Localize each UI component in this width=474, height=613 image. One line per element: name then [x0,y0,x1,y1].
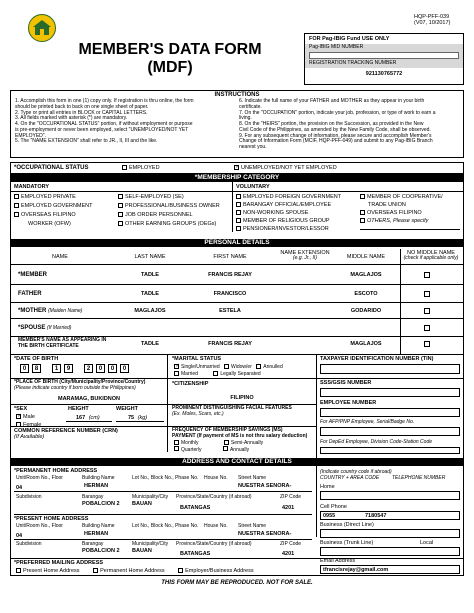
present-city-label: Municipality/City [132,541,169,547]
checkbox[interactable] [118,212,123,217]
instruction-line: 2. Type or print all entries in BLOCK or CAPITAL LETTERS. [15,109,148,116]
father-middle-name[interactable]: ESCOTO [354,291,378,297]
business-direct-label: Business (Direct Line) [320,522,374,528]
dob-digit[interactable]: 8 [32,364,41,373]
category-label: OVERSEAS FILIPINO [21,212,76,218]
present-subdivision-label: Subdivision [16,541,42,547]
checkbox[interactable] [118,194,123,199]
permanent-building-label: Building Name [82,475,115,481]
mother-row-label [18,308,82,315]
dob-digit[interactable]: 0 [108,364,117,373]
citizenship-label: *CITIZENSHIP [172,381,209,387]
home-phone-label: Home [320,484,335,490]
mandatory-label: MANDATORY [14,184,50,190]
marital-options [174,364,283,378]
permanent-house-label: House No. [204,475,228,481]
mailing-present[interactable] [16,568,80,574]
mailing-option-label: Present Home Address [23,568,80,574]
marital-label: Married [181,371,198,377]
marital-label: Widow/er [231,364,252,370]
col-name-extension [270,250,340,262]
instruction-line: EMPLOYED". [15,132,46,139]
birth-cert-first-name[interactable]: FRANCIS REJAY [208,341,252,347]
personal-details-header: PERSONAL DETAILS [10,239,464,247]
dob-digit[interactable]: 9 [64,364,73,373]
mailing-employer[interactable] [178,568,253,574]
category-pensioner[interactable] [236,225,341,233]
checkbox[interactable] [236,210,241,215]
present-building-value[interactable]: HERMAN [84,531,109,537]
mother-hint: (Maiden Name) [48,308,83,314]
father-no-middle-checkbox[interactable] [424,291,430,297]
checkbox[interactable] [223,446,228,451]
permanent-zip-value[interactable]: 4201 [282,505,295,511]
checkbox[interactable] [174,364,179,369]
present-unit-label: Unit/Room No., Floor [16,523,63,529]
weight-value: 75 [128,415,135,421]
sss-field[interactable] [320,388,460,397]
savings-monthly[interactable] [174,440,199,446]
employed-label: EMPLOYED [129,165,160,171]
instruction-line: 7. On the "OCCUPATION" portion, indicate your job, profession, or type of work to earn a [239,109,436,116]
crn-label-text: COMMON REFERENCE NUMBER (CRN) [14,428,118,434]
mid-number-field[interactable] [309,52,459,59]
employee-number-field[interactable] [320,408,460,417]
member-row-label: *MEMBER [18,272,48,278]
present-zip-value[interactable]: 4201 [282,551,295,557]
checkbox[interactable] [236,194,241,199]
present-unit-value[interactable]: 04 [16,533,23,539]
birth-cert-no-middle-checkbox[interactable] [424,341,430,347]
present-province-value[interactable]: BATANGAS [180,551,211,557]
permanent-address-label: *PERMANENT HOME ADDRESS [14,468,98,474]
category-label: MEMBER OF RELIGIOUS GROUP [243,218,330,224]
member-middle-name[interactable]: MAGLAJOS [350,272,382,278]
mother-label: *MOTHER [18,308,47,314]
present-zip-label: ZIP Code [280,541,302,547]
mother-first-name[interactable]: ESTELA [219,308,241,314]
instruction-line: 3. All fields marked with asterisk (*) are mandatory. [15,115,128,122]
features-hint: (Ex. Moles, Scars, etc.) [172,410,224,417]
home-phone-field[interactable] [320,491,460,500]
instruction-line: Civil Code of the Philippines, as amended by the New Family Code, shall be observed. [239,126,431,133]
permanent-barangay-value[interactable]: POBALCION 2 [82,501,120,507]
dob-digit[interactable]: 0 [20,364,29,373]
permanent-lot-label: Lot No., Block No., Phase No. [132,475,199,481]
category-label: OTHER EARNING GROUPS (OEGs) [125,221,217,227]
checkbox[interactable] [236,218,241,223]
savings-option-label: Semi-Annually [230,440,264,446]
savings-quarterly[interactable] [174,447,202,453]
occupational-status-label: *OCCUPATIONAL STATUS [14,165,89,171]
member-last-name[interactable]: TADLE [141,272,159,278]
category-ofw[interactable] [14,211,93,220]
category-professional[interactable] [118,202,220,211]
birth-cert-name-label: MEMBER'S NAME AS APPEARING IN THE BIRTH CERTIFICATE [18,337,107,349]
height-field[interactable] [66,415,112,422]
tin-field[interactable] [320,364,460,374]
spouse-row-label [18,325,71,332]
marital-label: Single/Unmarried [181,364,220,370]
instructions-right [239,99,461,151]
contact-col-tel: TELEPHONE NUMBER [392,475,446,481]
category-label: JOB ORDER PERSONNEL [125,212,193,218]
tracking-number-value: 921130765772 [365,71,403,77]
instruction-line: nearest you. [239,144,267,150]
instruction-line: 8. On the "HEIRS" portion, the provision on the Succession, as provided in the New [239,121,424,127]
mandatory-col1 [14,193,93,229]
present-lot-label: Lot No., Block No., Phase No. [132,523,199,529]
col-no-middle-name [400,250,462,262]
checkbox[interactable] [174,371,179,376]
form-title-line1: MEMBER'S DATA FORM [78,41,262,58]
place-of-birth-hint: (Please indicate country if born outside the Philippines) [14,385,136,391]
business-trunk-label: Business (Trunk Line) [320,540,374,546]
category-others[interactable] [360,217,443,225]
instruction-line: 9. For any subsequent change of information, please secure and accomplish Member's [239,132,432,139]
marital-single[interactable] [174,364,220,370]
email-value: tfrancisrejay@gmail.com [323,567,389,573]
contact-col-code: COUNTRY + AREA CODE [320,475,380,481]
business-direct-field[interactable] [320,529,460,538]
category-label-cont: TRADE UNION [368,202,406,208]
checkbox[interactable] [14,203,19,208]
category-job-order[interactable] [118,211,220,220]
features-label [172,406,292,418]
instruction-line: 1. Accomplish this form in one (1) copy only. If registration is thru online, the form [15,98,194,104]
permanent-province-value[interactable]: BATANGAS [180,505,211,511]
category-non-working-spouse[interactable] [236,209,341,217]
father-last-name[interactable]: TADLE [141,291,159,297]
savings-label [172,428,307,440]
permanent-subdivision-label: Subdivision [16,494,42,500]
checkbox[interactable] [256,364,261,369]
dob-digit[interactable]: 0 [120,364,129,373]
savings-semi-annually[interactable] [224,440,263,446]
savings-option-label: Annually [229,446,250,453]
checkbox[interactable] [174,446,179,451]
spouse-no-middle-checkbox[interactable] [424,325,430,331]
deped-field[interactable] [320,447,460,454]
sex-label: *SEX [14,406,28,412]
category-label: BARANGAY OFFICIAL/EMPLOYEE [243,202,332,208]
instruction-line: 6. Indicate the full name of your FATHER and MOTHER as they appear in your birth [239,98,425,104]
cell-number-value: 7180547 [365,513,387,519]
marital-label: Annulled [263,364,283,370]
crn-hint: (If Available) [14,434,45,441]
present-house-label: House No. [204,523,228,529]
sex-male-label: Male [23,414,35,420]
category-employed-government[interactable] [14,202,93,211]
savings-options [174,440,263,453]
savings-option-label: Monthly [181,440,199,446]
crn-label [14,428,118,441]
checkbox[interactable] [14,212,19,217]
instructions-box [10,90,464,158]
unemployed-checkbox[interactable] [234,165,239,170]
voluntary-col2 [360,193,443,225]
category-label: EMPLOYED PRIVATE [21,194,76,200]
height-label: HEIGHT [68,406,89,412]
checkbox[interactable] [118,203,123,208]
mailing-address-label: *PREFERRED MAILING ADDRESS [14,560,104,566]
category-label: OVERSEAS FILIPINO [367,210,422,216]
permanent-city-label: Municipality/City [132,494,169,500]
citizenship-value[interactable]: FILIPINO [230,395,254,401]
checkbox[interactable] [360,210,365,215]
footer-note: THIS FORM MAY BE REPRODUCED. NOT FOR SALE. [161,580,313,586]
present-city-value[interactable]: BAUAN [132,548,152,554]
permanent-unit-label: Unit/Room No., Floor [16,475,63,481]
mandatory-col2 [118,193,220,229]
mailing-options [16,568,254,574]
col-nomiddle-hint: (check if applicable only) [403,255,459,262]
weight-field[interactable] [116,415,164,422]
permanent-barangay-label: Barangay [82,494,104,500]
permanent-unit-value[interactable]: 04 [16,485,23,491]
unemployed-option[interactable] [234,165,337,171]
weight-label: WEIGHT [116,406,138,412]
cell-phone-label: Cell Phone [320,504,347,510]
dob-label: *DATE OF BIRTH [14,356,59,362]
contact-hint: (Indicate country code if abroad) [320,469,392,475]
category-oegs[interactable] [118,220,220,229]
birth-cert-last-name[interactable]: TADLE [141,341,159,347]
checkbox[interactable] [14,194,19,199]
category-self-employed[interactable] [118,193,220,202]
cell-phone-field[interactable] [320,511,460,520]
pagibig-logo [28,14,56,42]
mailing-permanent[interactable] [93,568,165,574]
checkbox[interactable] [224,440,229,445]
form-code-text: HQP-PFF-039 [414,14,450,20]
checkbox[interactable] [178,568,183,573]
sex-male[interactable] [16,413,41,421]
afp-field[interactable] [320,427,460,436]
employed-checkbox[interactable] [122,165,127,170]
membership-category-header: *MEMBERSHIP CATEGORY [10,174,464,182]
present-barangay-label: Barangay [82,541,104,547]
email-label: Email Address [320,558,356,564]
col-nomiddle-label: NO MIDDLE NAME [407,250,455,256]
marital-married[interactable] [174,371,198,377]
weight-unit: (kg) [137,415,148,421]
height-unit: (cm) [88,415,100,421]
checkbox[interactable] [224,364,229,369]
unemployed-label: UNEMPLOYED/NOT YET EMPLOYED [241,165,337,171]
afp-label: For AFP/PNP Employee, Serial/Badge No. [320,419,415,425]
col-first-name: FIRST NAME [213,254,247,260]
form-title [50,41,290,77]
permanent-city-value[interactable]: BAUAN [132,501,152,507]
present-street-value[interactable]: NUESTRA SENORA- [238,531,292,537]
mother-middle-name[interactable]: GODARIDO [350,308,382,314]
features-label-text: PROMINENT DISTINGUISHING FACIAL FEATURES [172,405,292,411]
member-no-middle-checkbox[interactable] [424,272,430,278]
form-code [414,14,450,27]
category-overseas-filipino[interactable] [360,209,443,217]
checkbox[interactable] [16,414,21,419]
col-ext-label: NAME EXTENSION [280,250,330,256]
form-title-line2: (MDF) [147,59,193,76]
permanent-zip-label: ZIP Code [280,494,302,500]
spouse-hint: (If Married) [47,325,72,331]
mailing-option-label: Permanent Home Address [100,568,165,574]
savings-label-text2: PAYMENT (If payment of MS is not thru salary deduction) [172,432,308,439]
category-label: PENSIONER/INVESTOR/LESSOR [243,226,329,232]
category-label-cont: WORKER (OFW) [28,221,71,227]
voluntary-col1 [236,193,341,233]
dob-digit[interactable]: 2 [84,364,93,373]
checkbox[interactable] [236,226,241,231]
birth-cert-middle-name[interactable]: MAGLAJOS [350,341,382,347]
permanent-province-label: Province/State/Country (if abroad) [176,494,252,500]
mother-last-name[interactable]: MAGLAJOS [134,308,166,314]
category-label: NON-WORKING SPOUSE [243,210,309,216]
category-cooperative[interactable] [360,193,443,201]
instruction-line: living. [239,115,252,122]
place-of-birth-value[interactable]: MARAMAG, BUKIDNON [57,396,121,402]
category-label: MEMBER OF COOPERATIVE/ [367,194,443,200]
category-label: SELF-EMPLOYED (SE) [125,194,184,200]
col-ext-hint: (e.g. Jr., II) [293,255,317,262]
sex-female-label: Female [23,422,42,428]
checkbox[interactable] [16,568,21,573]
category-label: EMPLOYED GOVERNMENT [21,203,93,209]
category-label: PROFESSIONAL/BUSINESS OWNER [125,203,220,209]
employed-option[interactable] [122,165,160,171]
instruction-line: 5. The "NAME EXTENSION" shall refer to JR., II, III and the like. [15,138,158,145]
present-province-label: Province/State/Country (if abroad) [176,541,252,547]
category-barangay[interactable] [236,201,341,209]
deped-label: For DepEd Employee, Division Code-Station Code [320,439,432,445]
permanent-street-value[interactable]: NUESTRA SENORA- [238,483,292,489]
father-first-name[interactable]: FRANCISCO [213,291,247,297]
business-local-label: Local [420,540,434,546]
father-row-label: FATHER [18,291,42,297]
tracking-number-label: REGISTRATION TRACKING NUMBER [309,60,397,66]
category-label: EMPLOYED FOREIGN GOVERNMENT [243,194,342,200]
address-contact-header: ADDRESS AND CONTACT DETAILS [10,458,464,466]
col-last-name: LAST NAME [134,254,166,260]
mother-no-middle-checkbox[interactable] [424,308,430,314]
savings-annually[interactable] [223,447,249,453]
permanent-building-value[interactable]: HERMAN [84,483,109,489]
mid-number-label: Pag-IBIG MID NUMBER [309,44,364,50]
col-name: NAME [52,254,68,260]
checkbox[interactable] [360,194,365,199]
instruction-line: should be printed back to back on one single sheet of paper. [15,103,149,110]
savings-label-text: FREQUENCY OF MEMBERSHIP SAVINGS (MS) [172,427,283,433]
marital-legally-separated[interactable] [213,371,260,377]
category-employed-private[interactable] [14,193,93,202]
office-use-header: FOR Pag-IBIG Fund USE ONLY [309,36,390,42]
category-foreign-government[interactable] [236,193,341,201]
marital-status-label: *MARITAL STATUS [172,356,222,362]
member-first-name[interactable]: FRANCIS REJAY [208,272,252,278]
employee-number-label: EMPLOYEE NUMBER [320,400,377,406]
checkbox[interactable] [213,371,218,376]
checkbox[interactable] [360,218,365,223]
present-building-label: Building Name [82,523,115,529]
checkbox[interactable] [174,440,179,445]
instructions-left [15,99,235,145]
checkbox[interactable] [93,568,98,573]
instruction-line: 4. On the "OCCUPATIONAL STATUS" portion, if without employment or purpose [15,121,193,127]
dob-digit[interactable]: 0 [96,364,105,373]
present-address-label: *PRESENT HOME ADDRESS [14,516,89,522]
instruction-line: certificate. [239,103,262,110]
form-version-text: (V07, 10/2017) [414,20,451,27]
office-use-box [304,33,464,85]
cell-code-value: 0955 [323,513,336,519]
category-label: OTHERS, Please specify [367,218,429,224]
instructions-header: INSTRUCTIONS [214,92,260,98]
height-value: 167 [76,415,86,421]
place-of-birth-label: *PLACE OF BIRTH (City/Municipality/Province/Country) [14,379,146,385]
sss-label: SSS/GSIS NUMBER [320,380,372,386]
instruction-line: Change of Information Form (MCIF, HQP-PFF-049) and submit to any Pag-IBIG Branch [239,138,433,145]
dob-digit[interactable]: 1 [52,364,61,373]
category-religious[interactable] [236,217,341,225]
tin-label: TAXPAYER IDENTIFICATION NUMBER (TIN) [320,356,434,362]
mailing-option-label: Employer/Business Address [185,568,254,574]
col-middle-name: MIDDLE NAME [346,254,386,260]
instruction-line: is pre-employment or never been employed, select "UNEMPLOYED/NOT YET [15,126,189,133]
email-field[interactable] [320,565,460,574]
present-barangay-value[interactable]: POBALCION 2 [82,548,120,554]
present-street-label: Street Name [238,523,267,529]
savings-option-label: Quarterly [181,446,202,453]
marital-widow[interactable] [224,364,252,370]
checkbox[interactable] [236,202,241,207]
marital-label: Legally Separated [220,371,261,377]
business-trunk-field[interactable] [320,547,460,556]
spouse-label: *SPOUSE [18,325,46,331]
checkbox[interactable] [118,221,123,226]
marital-annulled[interactable] [256,364,282,370]
permanent-street-label: Street Name [238,475,267,481]
voluntary-label: VOLUNTARY [236,184,270,190]
